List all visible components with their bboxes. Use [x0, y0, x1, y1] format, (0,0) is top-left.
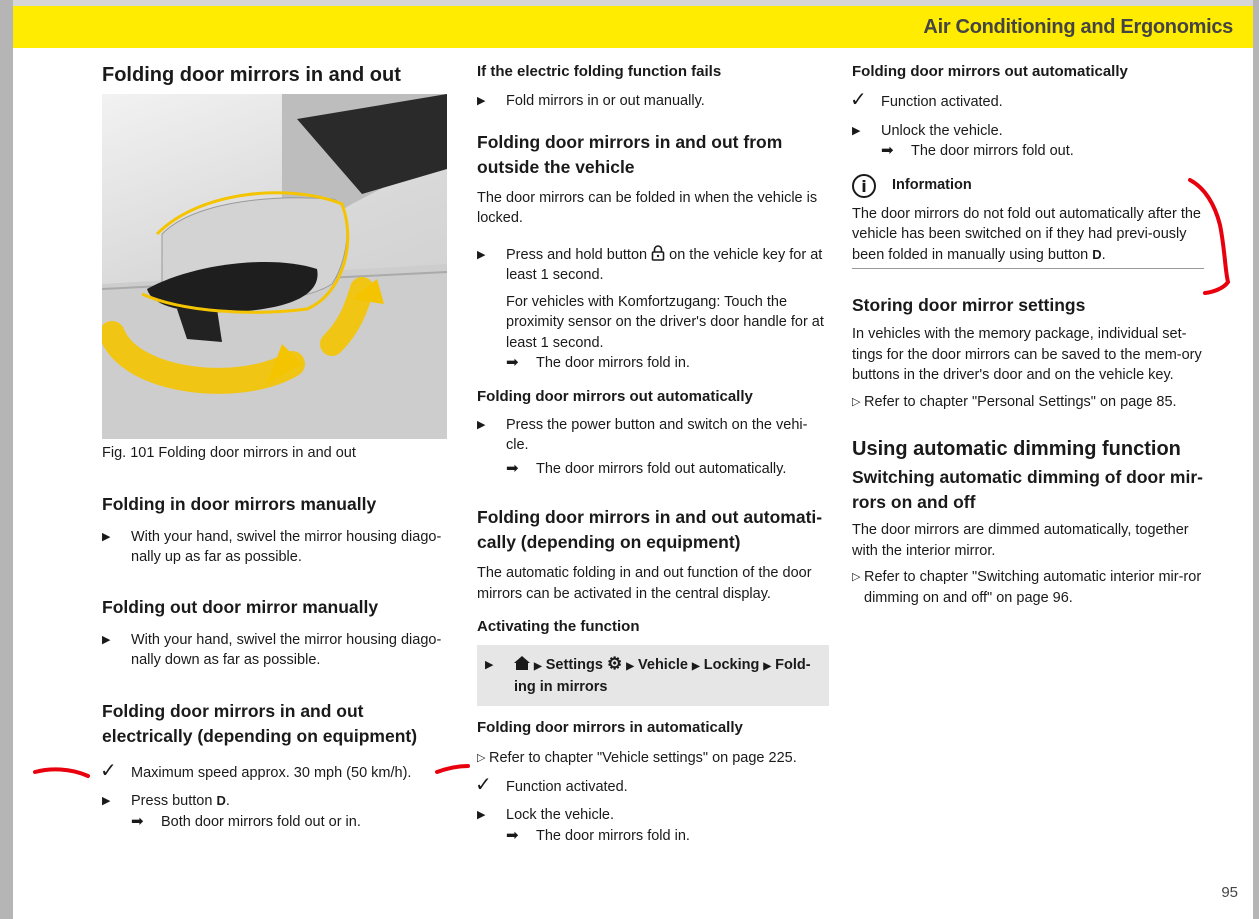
result-text: The door mirrors fold in.: [536, 827, 690, 844]
info-icon: i: [852, 174, 876, 198]
menu-vehicle: Vehicle: [638, 657, 688, 673]
column-1: [102, 62, 452, 832]
bullet-icon: ▶: [102, 795, 111, 807]
menu-settings: Settings: [545, 657, 603, 673]
reference-item: [852, 567, 1204, 608]
paragraph: The automatic folding in and out function of the door mirrors can be activated in the central display.: [477, 565, 812, 602]
arrow-right-icon: ➡: [881, 142, 894, 159]
arrow-right-icon: ➡: [131, 812, 144, 830]
result-item: [477, 353, 829, 374]
information-title: Information: [892, 177, 972, 194]
section-title: Using automatic dimming function: [852, 438, 1181, 460]
page-number: 95: [1221, 884, 1238, 901]
mirror-illustration: [102, 94, 447, 439]
subsection-title: Folding in door mirrors manually: [102, 493, 377, 514]
list-item: [102, 791, 452, 812]
lock-icon: [651, 245, 665, 261]
arrow-right-icon: ➡: [506, 459, 519, 477]
figure-caption: Fig. 101 Folding door mirrors in and out: [102, 445, 356, 461]
paragraph: The door mirrors are dimmed automatically, together with the interior mirror.: [852, 522, 1189, 559]
result-item: [477, 826, 829, 847]
result-item: [852, 141, 1204, 162]
reference-item: [852, 392, 1204, 413]
subsection-title: Folding door mirrors in and out automati-cally (depending on equipment): [477, 507, 823, 552]
menu-path: [487, 653, 819, 698]
subsection-title: Folding door mirrors in automatically: [477, 719, 743, 736]
check-text: Maximum speed approx. 30 mph (50 km/h).: [131, 764, 412, 781]
step-text: Lock the vehicle.: [506, 807, 615, 823]
list-item: [477, 805, 829, 826]
bullet-icon: ▶: [102, 633, 111, 646]
chapter-header: [13, 6, 1253, 48]
list-item: [475, 773, 829, 798]
paragraph: The door mirrors can be folded in when the vehicle is locked.: [477, 189, 818, 226]
reference-text: Refer to chapter "Switching automatic interior mir-ror dimming on and off" on page 96.: [864, 569, 1202, 606]
list-item: [477, 91, 829, 112]
column-2: [477, 62, 829, 846]
step-text: With your hand, swivel the mirror housing diago-nally down as far as possible.: [131, 631, 442, 668]
list-item: [850, 89, 1204, 113]
step-text: With your hand, swivel the mirror housing diago-nally up as far as possible.: [131, 528, 442, 565]
page-left-border: [0, 0, 13, 919]
check-icon: ✓: [850, 89, 867, 111]
list-item: [102, 630, 452, 671]
list-item: [852, 121, 1204, 142]
bullet-icon: ▶: [477, 418, 486, 431]
information-header: [852, 174, 1204, 198]
bullet-icon: ▶: [485, 659, 494, 671]
bullet-icon: ▶: [477, 95, 486, 107]
bullet-icon: ▶: [102, 530, 111, 543]
arrow-right-icon: ➡: [506, 826, 519, 844]
result-item: [102, 812, 452, 833]
subsection-title: If the electric folding function fails: [477, 63, 722, 80]
result-text: The door mirrors fold out automatically.: [536, 460, 787, 477]
information-text: The door mirrors do not fold out automatically after the vehicle has been switched on if they had previ-ously been folded in manually using button D.: [852, 205, 1201, 263]
subsection-title: Folding door mirrors in and out from outside the vehicle: [477, 131, 783, 177]
check-icon: ✓: [100, 759, 117, 782]
result-text: Both door mirrors fold out or in.: [161, 813, 361, 830]
chapter-title: Air Conditioning and Ergonomics: [923, 16, 1233, 38]
step-text: Press the power button and switch on the vehi-cle.: [506, 416, 808, 453]
paragraph: For vehicles with Komfortzugang: Touch the proximity sensor on the driver's door handle for at least 1 second.: [506, 293, 824, 351]
check-icon: ✓: [475, 773, 492, 796]
check-text: Function activated.: [881, 94, 1003, 110]
result-text: The door mirrors fold in.: [536, 355, 690, 371]
step-text: Fold mirrors in or out manually.: [506, 93, 705, 109]
list-item: [477, 245, 829, 286]
step-text: Press and hold button on the vehicle key for at least 1 second.: [506, 246, 823, 283]
reference-text: Refer to chapter "Vehicle settings" on page 225.: [489, 750, 797, 766]
menu-locking: Locking: [703, 657, 760, 673]
paragraph: In vehicles with the memory package, individual set-tings for the door mirrors can be saved to the mem-ory buttons in the driver's door and on the vehicle key.: [852, 326, 1202, 383]
result-item: [477, 459, 829, 480]
menu-separator-icon: ▶: [626, 661, 634, 672]
bullet-icon: ▶: [852, 124, 861, 137]
information-box: [852, 174, 1204, 270]
reference-icon: ▷: [852, 571, 861, 583]
step-text: Press button D.: [131, 793, 230, 809]
page-right-border: [1253, 0, 1259, 919]
subsection-title: Storing door mirror settings: [852, 295, 1086, 315]
home-icon: [514, 656, 530, 670]
annotation-mark-left: [35, 769, 88, 776]
section-title: Folding door mirrors in and out: [102, 64, 401, 86]
reference-item: [477, 748, 829, 769]
result-text: The door mirrors fold out.: [911, 143, 1074, 159]
bullet-icon: ▶: [477, 809, 486, 821]
subsection-title: Activating the function: [477, 618, 640, 635]
subsection-title: Folding door mirrors out automatically: [477, 387, 753, 405]
column-3: [852, 62, 1204, 608]
reference-icon: ▷: [852, 395, 861, 408]
subsection-title: Folding door mirrors in and out electrically (depending on equipment): [102, 700, 418, 746]
menu-separator-icon: ▶: [534, 661, 542, 672]
list-item: [477, 415, 829, 456]
arrow-right-icon: ➡: [506, 354, 519, 371]
menu-separator-icon: ▶: [692, 661, 700, 672]
bullet-icon: ▶: [477, 248, 486, 261]
reference-icon: ▷: [477, 752, 486, 764]
menu-folding: Fold-ing in mirrors: [514, 657, 811, 695]
menu-separator-icon: ▶: [763, 661, 772, 672]
list-item: [102, 527, 452, 568]
step-text: Unlock the vehicle.: [881, 122, 1003, 139]
check-text: Function activated.: [506, 778, 628, 795]
gear-icon: ⚙: [607, 654, 623, 673]
subsection-title: Folding door mirrors out automatically: [852, 63, 1128, 80]
subsection-title: Switching automatic dimming of door mir-rors on and off: [852, 467, 1203, 512]
subsection-title: Folding out door mirror manually: [102, 596, 379, 617]
mirror-figure: [102, 94, 447, 439]
list-item: [100, 759, 452, 784]
menu-path-box: [477, 645, 829, 706]
reference-text: Refer to chapter "Personal Settings" on page 85.: [864, 393, 1177, 410]
